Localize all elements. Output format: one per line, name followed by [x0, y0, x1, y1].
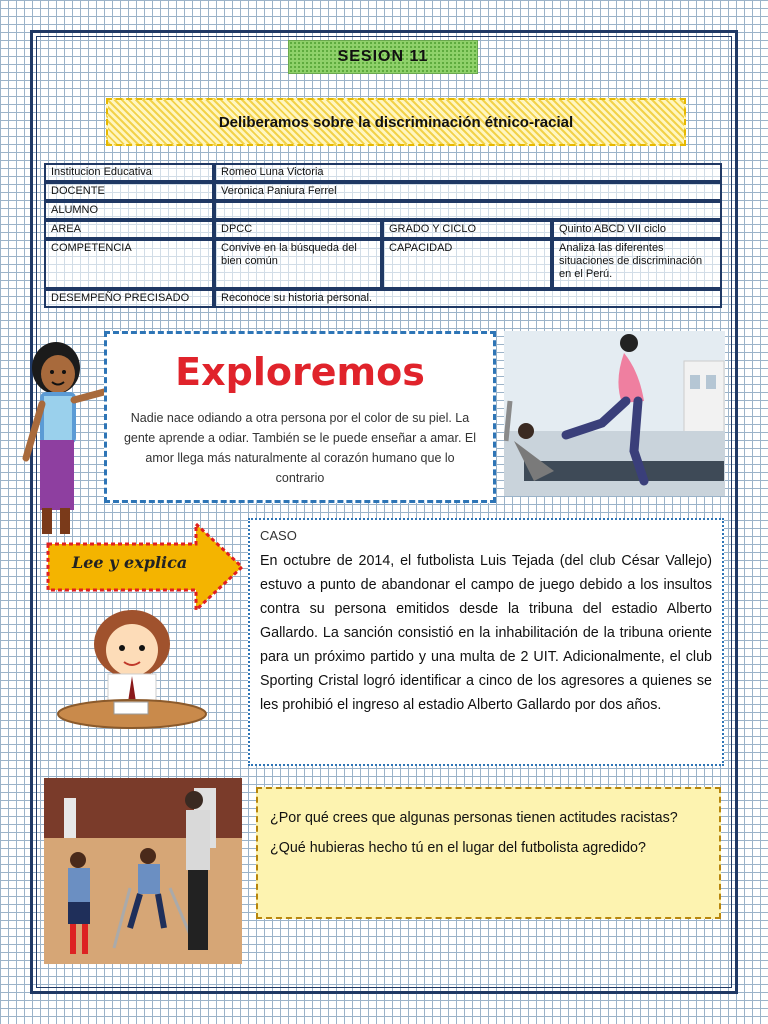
question-1: ¿Por qué crees que algunas personas tienen actitudes racistas?: [270, 810, 678, 826]
table-row: [44, 163, 722, 182]
explore-text: Nadie nace odiando a otra persona por el color de su piel. La gente aprende a odiar. También se le puede enseñar a amar. El amor llega más naturalmente al corazón humano que lo contrario: [123, 411, 477, 485]
table-cell-label: ALUMNO: [44, 201, 214, 220]
table-cell-value: Reconoce su historia personal.: [214, 289, 722, 308]
table-cell-label: CAPACIDAD: [382, 239, 552, 289]
caso-text: En octubre de 2014, el futbolista Luis Tejada (del club César Vallejo) estuvo a punto de abandonar el campo de juego debido a los insultos contra su persona emitidos desde la tribuna del estadio Alberto Gallardo. La sanción consistió en la inhabilitación de la tribuna oriente para un próximo partido y una multa de 2 UIT. Adicionalmente, el club Sporting Cristal logró identificar a cinco de los agresores a quienes se les prohibió el ingreso al estadio Alberto Gallardo por dos años.: [260, 553, 712, 713]
question-2: ¿Qué hubieras hecho tú en el lugar del futbolista agredido?: [270, 840, 646, 856]
cartoon-girl-illustration: [14, 340, 114, 540]
kicking-illustration: [504, 331, 725, 496]
table-cell-label: AREA: [44, 220, 214, 239]
table-row: [44, 289, 722, 308]
explore-title: Exploremos: [175, 350, 425, 394]
children-photo: [44, 778, 242, 964]
table-cell-value: Quinto ABCD VII ciclo: [552, 220, 722, 239]
table-cell-label: GRADO Y CICLO: [382, 220, 552, 239]
table-row: [44, 220, 722, 239]
table-cell-value[interactable]: [214, 201, 722, 220]
table-row: [44, 239, 722, 289]
arrow-label: Lee y explica: [72, 553, 188, 572]
table-row: [44, 201, 722, 220]
session-badge: [288, 40, 478, 74]
table-cell-value: Convive en la búsqueda del bien común: [214, 239, 382, 289]
table-cell-value: DPCC: [214, 220, 382, 239]
page-title: Deliberamos sobre la discriminación étnico-racial: [218, 113, 574, 131]
table-row: [44, 182, 722, 201]
table-cell-label: DOCENTE: [44, 182, 214, 201]
caso-label: CASO: [260, 528, 297, 543]
table-cell-label: DESEMPEÑO PRECISADO: [44, 289, 214, 308]
caso-box: [248, 518, 724, 766]
table-cell-label: Institucion Educativa: [44, 163, 214, 182]
table-cell-value: Romeo Luna Victoria: [214, 163, 722, 182]
explore-box: [104, 331, 496, 503]
cartoon-student-illustration: [56, 608, 212, 732]
table-cell-value: Analiza las diferentes situaciones de discriminación en el Perú.: [552, 239, 722, 289]
questions-box: [256, 787, 721, 919]
table-cell-label: COMPETENCIA: [44, 239, 214, 289]
session-label: SESION 11: [337, 48, 429, 65]
info-table: [44, 163, 722, 308]
table-cell-value: Veronica Paniura Ferrel: [214, 182, 722, 201]
title-banner: [106, 98, 686, 146]
